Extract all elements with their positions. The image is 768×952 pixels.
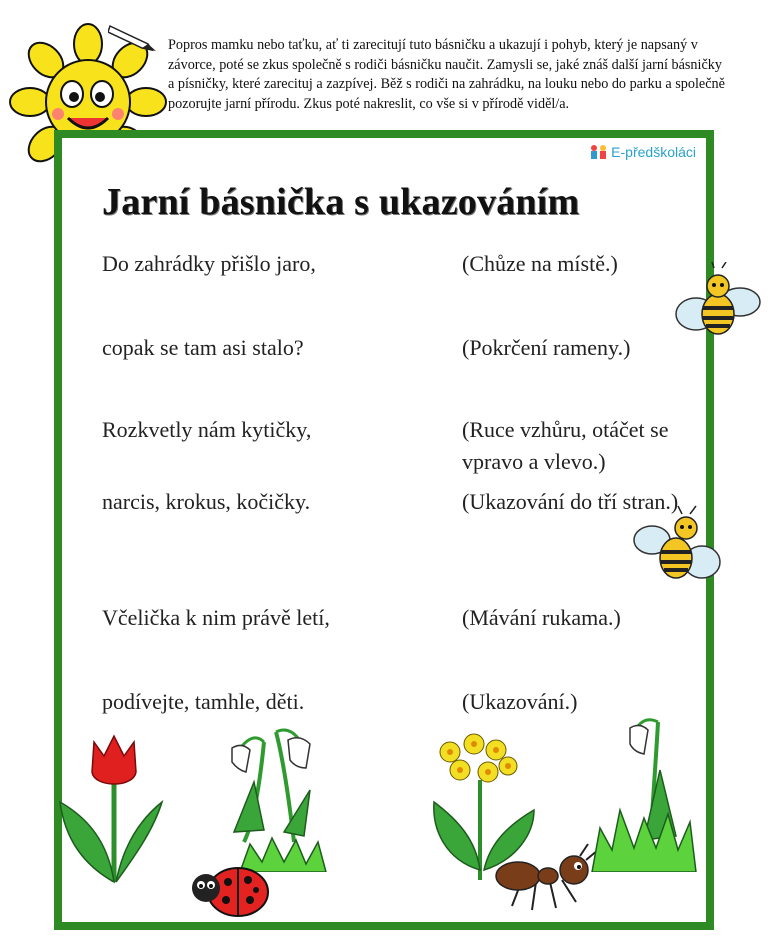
verse-action: (Chůze na místě.)	[462, 251, 618, 276]
verse-action: (Mávání rukama.)	[462, 605, 621, 630]
verse-line: narcis, krokus, kočičky.	[102, 489, 311, 514]
ant-icon	[492, 842, 602, 916]
verse-action: (Ruce vzhůru, otáčet se vpravo a vlevo.)	[462, 417, 669, 474]
intro-text: Popros mamku nebo taťku, ať ti zarecitují tuto básničku a ukazují i pohyb, který je napsaný v závorce, poté se zkus společně s rodiči básničku naučit. Zamysli se, jaké znáš další jarní básničky a písničky, které zarecituj a zazpívej. Běž s rodiči na zahrádku, na louku nebo do parku a společně pozorujte jarní přírodu. Zkus poté nakreslit, co vše si v přírodě viděl/a.	[168, 37, 725, 112]
verse-action: (Pokrčení rameny.)	[462, 335, 631, 360]
brand-logo	[589, 144, 696, 160]
bee-icon	[672, 262, 762, 338]
brand-name: E-předškoláci	[611, 144, 696, 160]
snowdrop-icon	[590, 710, 700, 872]
verse-line: Do zahrádky přišlo jaro,	[102, 251, 316, 276]
snowdrop-icon	[214, 712, 344, 872]
verse-action: (Ukazování do tří stran.)	[462, 489, 679, 514]
ladybug-icon	[186, 854, 272, 924]
page-title: Jarní básnička s ukazováním	[102, 181, 580, 223]
verse-line: Včelička k nim právě letí,	[102, 605, 330, 630]
kids-icon	[589, 144, 609, 160]
verse-line: copak se tam asi stalo?	[102, 335, 304, 360]
pencil-icon	[108, 22, 158, 52]
tulip-icon	[58, 732, 168, 892]
bee-icon	[632, 504, 722, 584]
verse-action: (Ukazování.)	[462, 689, 578, 714]
verse-line: Rozkvetly nám kytičky,	[102, 417, 312, 442]
verse-line: podívejte, tamhle, děti.	[102, 689, 305, 714]
